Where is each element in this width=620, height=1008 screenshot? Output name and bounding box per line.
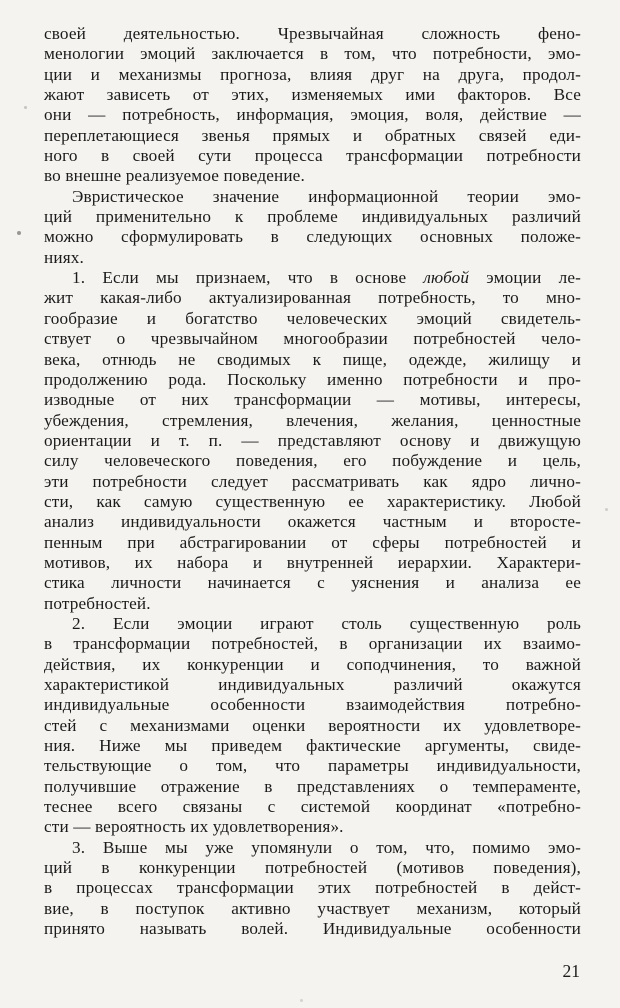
paragraph: [44, 838, 581, 940]
text-line: жают зависеть от этих, изменяемых ими факторов. Все: [44, 85, 581, 105]
text-line: ниях.: [44, 247, 84, 267]
text-line: менологии эмоций заключается в том, что потребности, эмо-: [44, 44, 581, 64]
text-line: ций в конкуренции потребностей (мотивов поведения),: [44, 858, 581, 878]
text-line: вие, в поступок активно участвует механизм, который: [44, 898, 581, 918]
text-line: Эвристическое значение информационной теории эмо-: [72, 186, 581, 206]
text-line: принято называть волей. Индивидуальные особенности: [44, 919, 581, 939]
text-line: жит какая-либо актуализированная потребность, то мно-: [44, 288, 581, 308]
text-line: пенным при абстрагировании от сферы потребностей и: [44, 532, 581, 552]
text-line: стика личности начинается с уяснения и анализа ее: [44, 573, 581, 593]
text-line: стей с механизмами оценки вероятности их удовлетворе-: [44, 715, 581, 735]
text-line: во внешне реализуемое поведение.: [44, 166, 305, 186]
page-number: 21: [562, 961, 580, 981]
text-line: переплетающиеся звенья прямых и обратных связей еди-: [44, 125, 581, 145]
text-block: [44, 24, 581, 939]
text-line: они — потребность, информация, эмоция, воля, действие —: [44, 105, 581, 125]
text-line: силу человеческого поведения, его побуждение и цель,: [44, 451, 581, 471]
paragraph: [44, 24, 581, 187]
text-line: 3. Выше мы уже упомянули о том, что, помимо эмо-: [72, 837, 581, 857]
text-line: ного в своей сути процесса трансформации потребности: [44, 146, 581, 166]
text-line: в трансформации потребностей, в организации их взаимо-: [44, 634, 581, 654]
text-line: сти, как самую существенную ее характеристику. Любой: [44, 491, 581, 511]
text-line: индивидуальные особенности взаимодействия потребно-: [44, 695, 581, 715]
text-line: продолжению рода. Поскольку именно потребности и про-: [44, 369, 581, 389]
text-line: ствует о чрезвычайном многообразии потребностей чело-: [44, 329, 581, 349]
paragraph: [44, 187, 581, 268]
text-line: мотивов, их набора и внутренней иерархии. Характери-: [44, 552, 581, 572]
text-line: характеристикой индивидуальных различий окажутся: [44, 675, 581, 694]
text-line: получившие отражение в представлениях о темпераменте,: [44, 776, 581, 796]
scan-speck: [300, 999, 303, 1002]
text-line: ориентации и т. п. — представляют основу и движущую: [44, 430, 581, 450]
text-line: гообразие и богатство человеческих эмоций свидетель-: [44, 308, 581, 328]
text-line: тельствующие о том, что параметры индивидуальности,: [44, 756, 581, 776]
text-line: века, отнюдь не сводимых к пище, одежде, жилищу и: [44, 349, 581, 369]
text-line: потребностей.: [44, 593, 151, 613]
text-line: 2. Если эмоции играют столь существенную роль: [72, 613, 581, 633]
text-line: действия, их конкуренции и соподчинения, то важной: [44, 654, 581, 674]
text-line: эти потребности следует рассматривать как ядро лично-: [44, 471, 581, 491]
text-line: анализ индивидуальности окажется частным и второсте-: [44, 512, 581, 532]
text-line: ния. Ниже мы приведем фактические аргументы, свиде-: [44, 736, 581, 756]
text-line: 1. Если мы признаем, что в основе любой эмоции ле-: [72, 268, 581, 288]
scan-speck: [24, 106, 27, 109]
paragraph: [44, 268, 581, 614]
text-line: ций применительно к проблеме индивидуальных различий: [44, 207, 581, 227]
text-line: изводные от них трансформации — мотивы, интересы,: [44, 390, 581, 410]
text-line: сти — вероятность их удовлетворения».: [44, 817, 344, 837]
paragraph: [44, 614, 581, 838]
text-line: ции и механизмы прогноза, влияя друг на друга, продол-: [44, 64, 581, 84]
text-line: теснее всего связаны с системой координат «потребно-: [44, 797, 581, 817]
text-line: своей деятельностью. Чрезвычайная сложность фено-: [44, 24, 581, 43]
scan-speck: [605, 508, 608, 511]
text-line: убеждения, стремления, влечения, желания, ценностные: [44, 410, 581, 430]
text-line: можно сформулировать в следующих основных положе-: [44, 227, 581, 247]
scan-speck: [17, 231, 21, 235]
text-line: в процессах трансформации этих потребностей в дейст-: [44, 878, 581, 898]
